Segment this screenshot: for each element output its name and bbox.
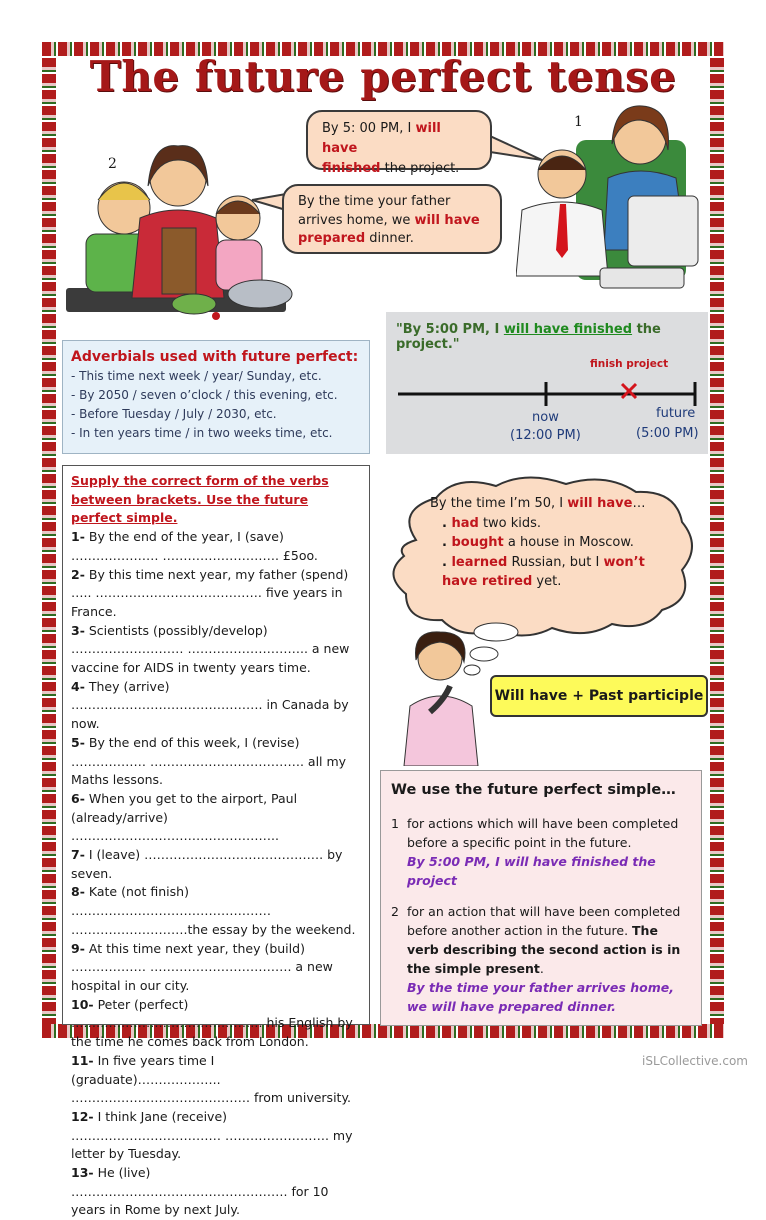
usage-item-1 bbox=[391, 814, 691, 890]
thought-line-3: Russian, but I bbox=[507, 554, 604, 570]
thought-cloud-text: By the time I’m 50, I will have… . had two kids. . bought a house in Moscow. . learned Russian, but I won’t have retired yet. bbox=[430, 496, 646, 589]
office-speech-bubble bbox=[306, 110, 492, 176]
timeline-event-label: finish project bbox=[590, 358, 669, 370]
kitchen-speech-bubble bbox=[282, 184, 502, 254]
timeline-sentence-post: the project." bbox=[396, 322, 661, 352]
exercise-item: 2- By this time next year, my father (spend) ….. …………………………………. five years in France. bbox=[71, 566, 349, 619]
exercise-item: 11- In five years time I (graduate)……………….. ……………………………………. from university. bbox=[71, 1052, 352, 1106]
exercise-item: 13- He (live) ……………………………………………. for 10 years in Rome by next July. bbox=[71, 1165, 329, 1218]
exercise-heading: Supply the correct form of the verbs between brackets. Use the future perfect simple. bbox=[71, 473, 329, 526]
usage-heading: We use the future perfect simple… bbox=[391, 782, 676, 798]
usage-item-2-tail: . bbox=[539, 961, 544, 976]
picture-number-1: 1 bbox=[574, 114, 583, 130]
adverbials-heading: Adverbials used with future perfect: bbox=[71, 349, 359, 365]
usage-item-2 bbox=[391, 902, 691, 1016]
thinking-woman-illustration bbox=[400, 626, 484, 766]
office-bubble-text-2: the project. bbox=[380, 161, 460, 176]
thought-line-2: a house in Moscow. bbox=[503, 535, 634, 550]
adverbials-box bbox=[62, 340, 370, 454]
timeline-sentence-pre: "By 5:00 PM, I bbox=[396, 322, 504, 337]
kitchen-bubble-text-2: dinner. bbox=[365, 231, 414, 246]
exercise-item: 9- At this time next year, they (build) ……………… ……………………………. a new hospital in our city. bbox=[71, 940, 333, 993]
exercise-item: 5- By the end of this week, I (revise) ……………… ………………………………. all my Maths lessons. bbox=[71, 734, 347, 788]
timeline-sentence-verb: will have finished bbox=[503, 322, 633, 337]
adverbial-item: - This time next week / year/ Sunday, etc. bbox=[71, 369, 322, 383]
picture-number-2: 2 bbox=[108, 156, 117, 172]
thought-line-3-end: yet. bbox=[532, 574, 562, 589]
adverbial-item: - Before Tuesday / July / 2030, etc. bbox=[71, 407, 277, 421]
office-bubble-highlight-1: will have bbox=[322, 121, 441, 156]
timeline-future-time: (5:00 PM) bbox=[636, 426, 699, 441]
exercise-item: 3- Scientists (possibly/develop) ……………………… ……………………….. a new vaccine for AIDS in twenty years time. bbox=[71, 622, 350, 676]
office-bubble-pointer bbox=[490, 130, 550, 170]
usage-item-2-example: By the time your father arrives home, we will have prepared dinner. bbox=[407, 980, 674, 1014]
usage-item-2-bold: The verb describing the second action is in the simple present bbox=[407, 923, 681, 976]
exercise-item: 7- I (leave) ……………………………………. by seven. bbox=[71, 847, 343, 881]
kitchen-bubble-text-1: By the time your father arrives home, we bbox=[298, 194, 451, 228]
office-bubble-text-1: By 5: 00 PM, I bbox=[322, 121, 416, 136]
usage-item-2-text: for an action that will have been completed before another action in the future. bbox=[407, 904, 681, 938]
exercise-item: 1- By the end of the year, I (save) ………………… ………………………. £5oo. bbox=[71, 529, 318, 563]
exercise-item: 4- They (arrive) ………………………………………. in Canada by now. bbox=[71, 678, 349, 732]
thought-verb-had: had bbox=[451, 515, 479, 531]
exercise-item: 12- I think Jane (receive) ……………………………… ……………………. my letter by Tuesday. bbox=[71, 1108, 353, 1162]
thought-intro-highlight: will have bbox=[567, 496, 633, 511]
exercise-item: 8- Kate (not finish) ………………………………………… ……………………….the essay by the weekend. bbox=[71, 884, 356, 937]
thought-intro: By the time I’m 50, I bbox=[430, 496, 568, 511]
adverbial-item: - By 2050 / seven o’clock / this evening, etc. bbox=[71, 388, 338, 402]
adverbial-item: - In ten years time / in two weeks time, etc. bbox=[71, 426, 333, 440]
kitchen-bubble-highlight: will have prepared bbox=[298, 212, 480, 246]
thought-intro-ellipsis: … bbox=[632, 496, 646, 511]
formula-box: Will have + Past participle bbox=[490, 675, 708, 717]
thought-verb-bought: bought bbox=[451, 535, 504, 550]
office-bubble-highlight-2: finished bbox=[322, 161, 381, 176]
thought-verb-learned: learned bbox=[451, 554, 508, 570]
usage-box bbox=[380, 770, 702, 1026]
timeline-now-label: now bbox=[532, 410, 559, 425]
timeline-sentence bbox=[396, 322, 702, 352]
usage-item-1-text: for actions which will have been completed before a specific point in the future. bbox=[407, 816, 679, 850]
timeline-panel bbox=[386, 312, 708, 454]
watermark: iSLCollective.com bbox=[642, 1054, 748, 1068]
exercise-item: 6- When you get to the airport, Paul (already/arrive) ………………………………………….. bbox=[71, 790, 298, 844]
usage-item-1-example: By 5:00 PM, I will have finished the project bbox=[407, 854, 656, 888]
timeline-now-time: (12:00 PM) bbox=[510, 428, 581, 443]
page-title: The future perfect tense bbox=[89, 52, 677, 101]
exercise-box bbox=[62, 465, 370, 1218]
timeline-future-label: future bbox=[656, 406, 696, 421]
usage-item-1-number: 1 bbox=[391, 816, 399, 831]
usage-item-2-number: 2 bbox=[391, 904, 399, 919]
family-cooking-illustration bbox=[66, 138, 296, 328]
thought-verb-wont-have-retired: won’t have retired bbox=[442, 554, 645, 589]
thought-line-1: two kids. bbox=[478, 515, 542, 531]
exercise-item: 10- Peter (perfect) ………………………………………. his English by the time he comes back from London. bbox=[71, 996, 353, 1050]
